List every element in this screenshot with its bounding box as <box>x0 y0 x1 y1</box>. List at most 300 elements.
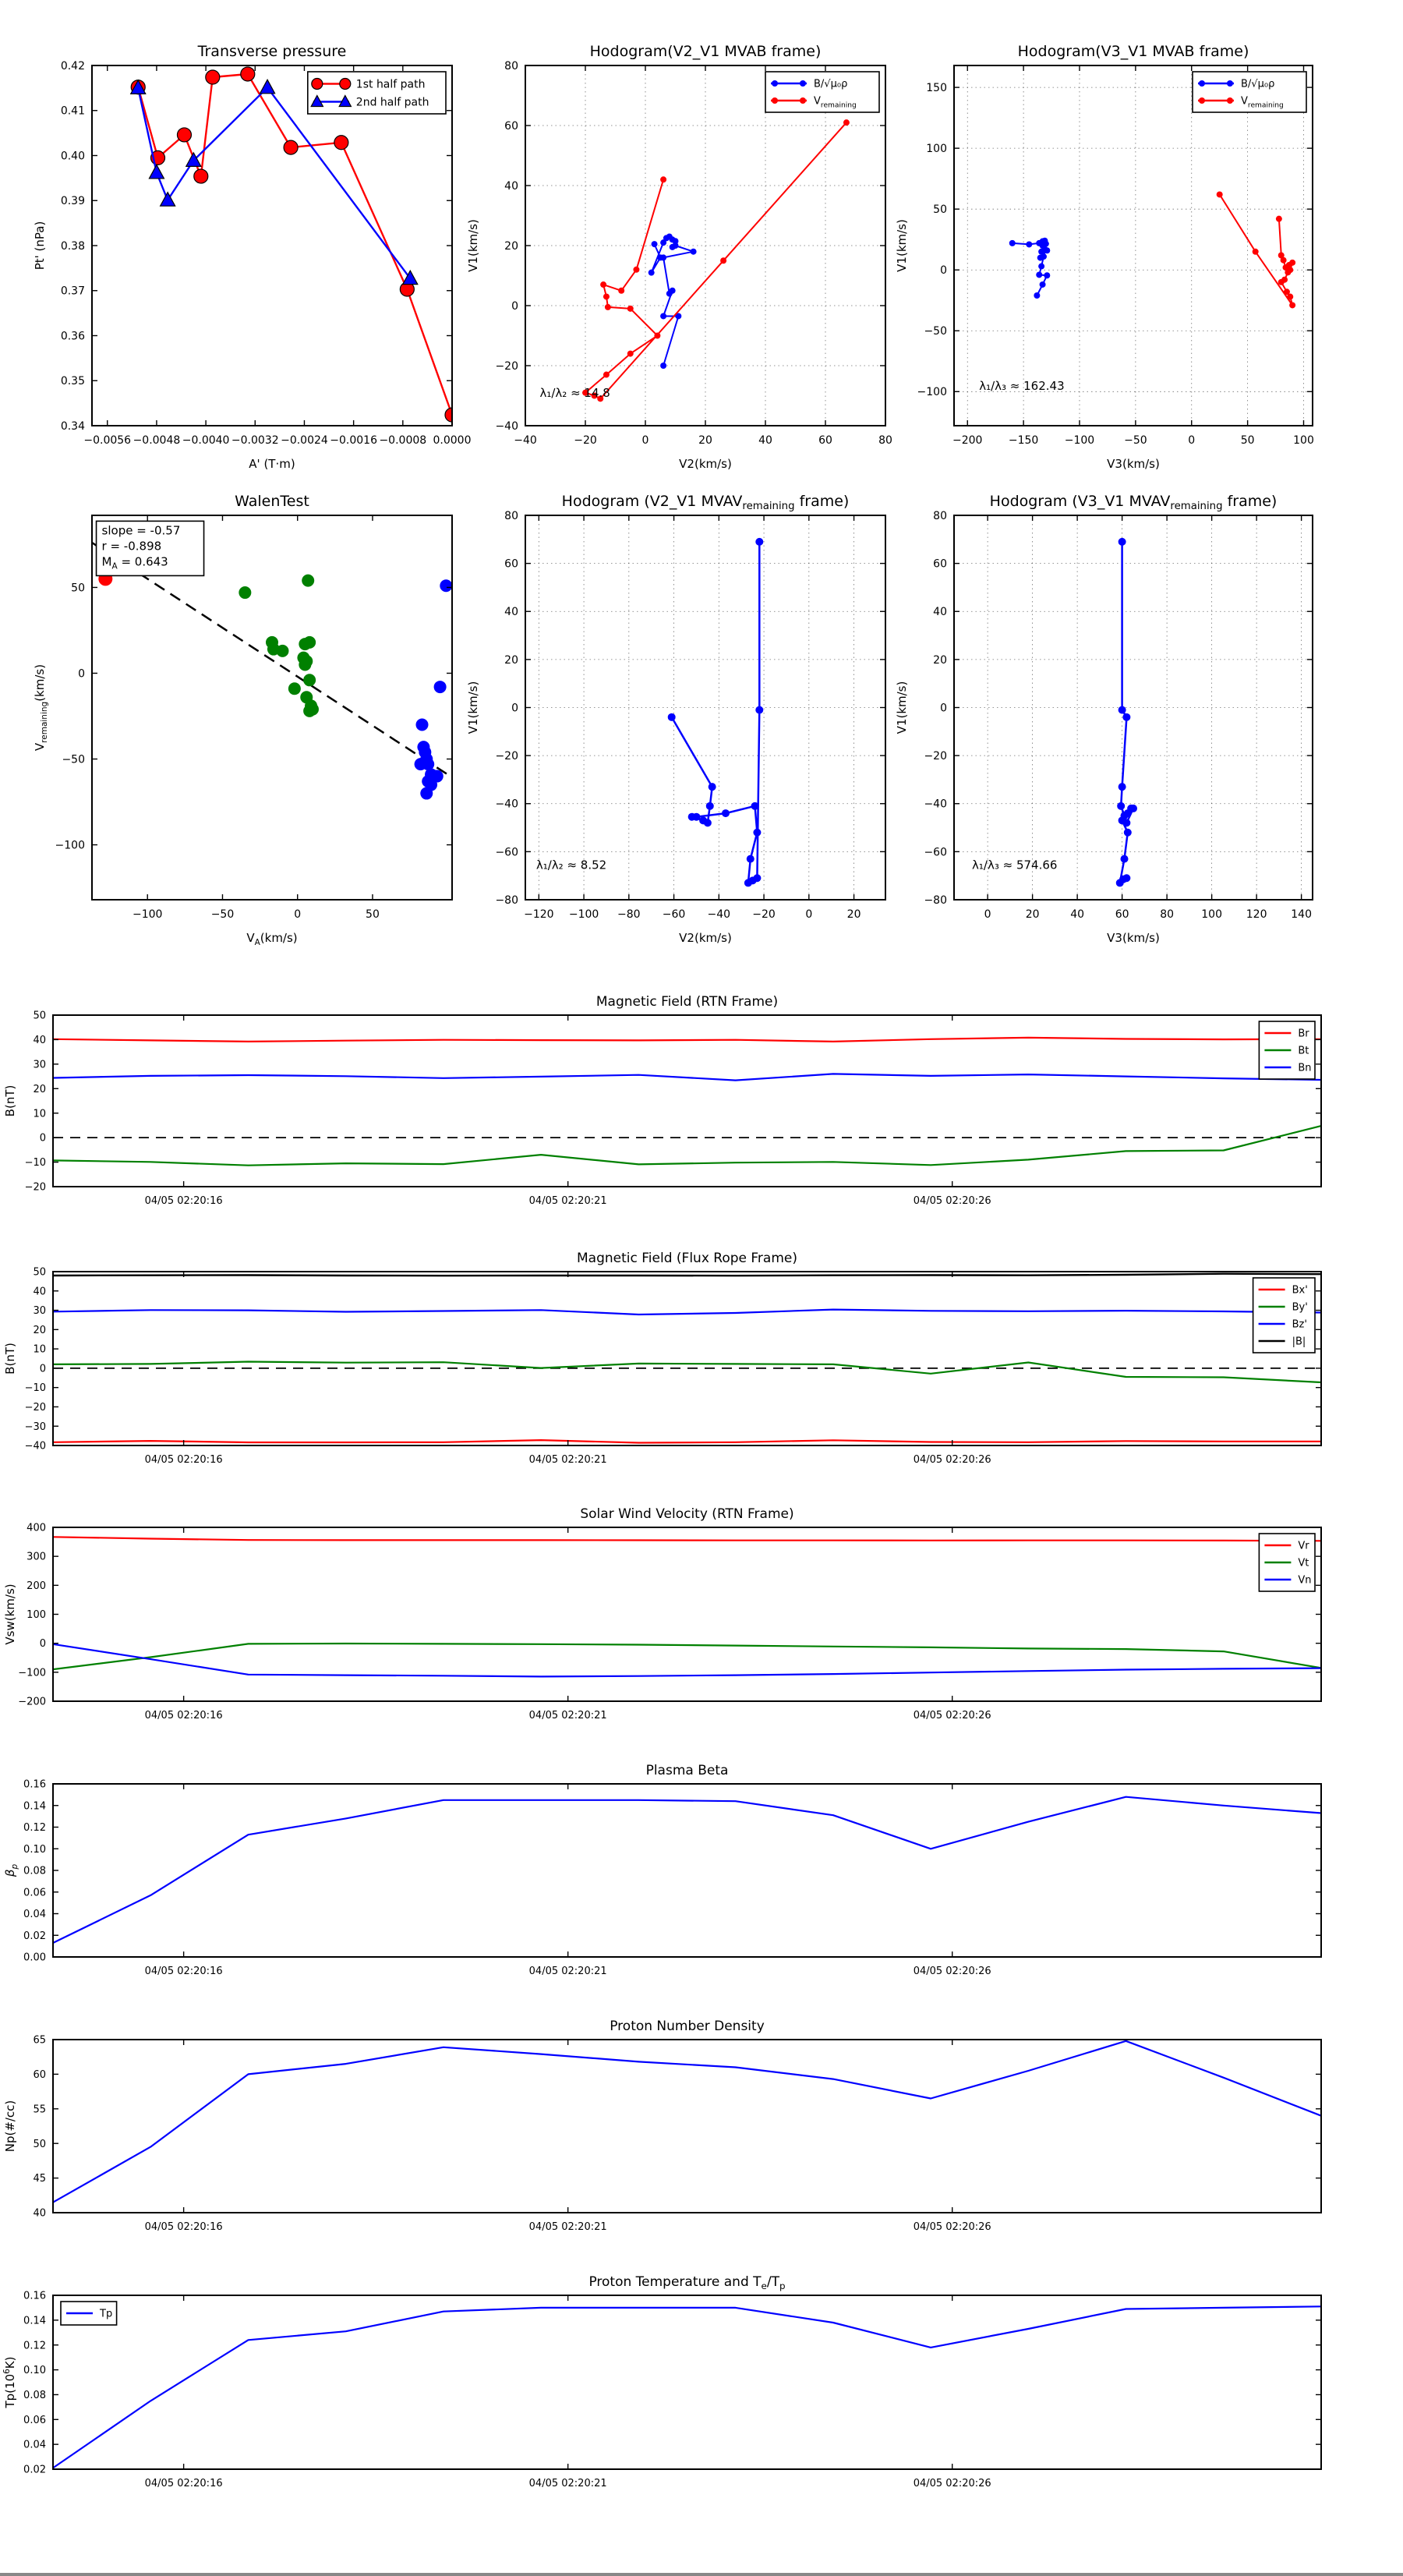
panel-hodogram-v2v1-mvav-title: Hodogram (V2_V1 $MVAV_{remaining}$ frame) <box>561 493 850 512</box>
y-tick-label: 0.12 <box>23 2340 46 2352</box>
series-group <box>53 2306 1321 2468</box>
x-tick-label: 100 <box>1293 434 1314 447</box>
data-point-marker <box>149 165 164 179</box>
legend-label: Bt <box>1298 1045 1309 1057</box>
legend-label: Br <box>1298 1028 1309 1040</box>
data-point-marker <box>652 241 658 247</box>
x-tick-label: 0.0000 <box>433 434 472 447</box>
y-tick-label: 50 <box>33 1266 46 1279</box>
x-axis-label: V3(km/s) <box>1107 931 1160 945</box>
gridlines <box>525 515 885 900</box>
y-tick-label: 0.35 <box>60 375 85 388</box>
x-tick-label: −0.0040 <box>182 434 230 447</box>
series-group <box>53 2041 1321 2203</box>
y-tick-label: 0.14 <box>23 1800 46 1813</box>
y-tick-label: 0.04 <box>23 1909 46 1921</box>
data-point-marker <box>334 136 348 150</box>
series-group <box>668 538 764 887</box>
data-point-marker <box>843 119 850 126</box>
y-tick-label: −100 <box>917 386 947 399</box>
data-point-marker <box>1121 855 1129 863</box>
data-point-marker <box>751 802 759 810</box>
data-point-marker <box>284 140 298 154</box>
y-tick-label: 0.37 <box>60 285 85 298</box>
x-tick-label: 80 <box>1160 908 1175 921</box>
x-tick-label: −0.0048 <box>133 434 181 447</box>
y-axis-label: V1(km/s) <box>466 219 480 272</box>
data-point-marker <box>699 816 707 824</box>
series-line-Bz' <box>53 1310 1321 1315</box>
panel-proton-temperature-title: Proton Temperature and $T_e/T_p$ <box>588 2274 786 2291</box>
y-tick-label: −60 <box>924 846 947 859</box>
x-tick-label: 60 <box>1115 908 1129 921</box>
x-axis-label: A' (T·m) <box>249 457 295 471</box>
y-axis-label: V1(km/s) <box>895 219 909 272</box>
series-line-2nd half path <box>138 87 410 278</box>
x-tick-label: 04/05 02:20:21 <box>528 1454 607 1466</box>
panel-hodogram-v2v1-mvab <box>466 43 892 471</box>
y-tick-label: 50 <box>933 203 947 217</box>
legend-label: B/√μ₀ρ <box>1241 78 1275 90</box>
y-tick-label: 50 <box>33 2138 46 2150</box>
data-point-marker <box>800 80 806 87</box>
data-point-marker <box>1253 249 1259 255</box>
x-tick-label: 04/05 02:20:26 <box>913 1710 991 1721</box>
panel-hodogram-v3v1-mvab <box>895 43 1314 471</box>
ticks <box>954 65 1313 426</box>
y-tick-label: 0.06 <box>23 2414 46 2426</box>
x-axis-label: V2(km/s) <box>679 457 732 471</box>
x-tick-label: 04/05 02:20:16 <box>144 2221 223 2233</box>
data-point-marker <box>241 67 255 81</box>
x-tick-label: 04/05 02:20:21 <box>528 1195 607 1207</box>
data-point-marker <box>1034 292 1040 299</box>
data-point-marker <box>1119 706 1126 714</box>
data-point-marker <box>670 288 676 294</box>
data-point-marker <box>605 304 611 310</box>
panel-hodogram-v3v1-mvav-title: Hodogram (V3_V1 $MVAV_{remaining}$ frame) <box>989 493 1278 512</box>
y-tick-label: 40 <box>504 179 518 193</box>
y-tick-label: 0.39 <box>60 195 85 208</box>
series-line-Vr <box>53 1537 1321 1541</box>
series-line-Bt <box>53 1126 1321 1166</box>
data-point-marker <box>206 70 220 84</box>
panel-plasma-beta-title: Plasma Beta <box>645 1763 729 1778</box>
legend <box>308 72 446 114</box>
y-tick-label: 150 <box>926 81 947 94</box>
x-tick-label: 20 <box>846 908 861 921</box>
x-tick-label: −50 <box>210 908 235 921</box>
panel-proton-temperature <box>2 2274 1321 2489</box>
x-tick-label: −20 <box>752 908 776 921</box>
data-point-marker <box>1026 241 1032 247</box>
data-point-marker <box>691 249 697 255</box>
series-group <box>1116 538 1137 887</box>
legend-label: By' <box>1292 1301 1308 1314</box>
x-tick-label: 50 <box>366 908 380 921</box>
panel-transverse-pressure <box>33 43 472 471</box>
data-point-marker <box>772 80 778 87</box>
data-point-marker <box>1283 264 1289 271</box>
y-tick-label: −40 <box>24 1440 46 1453</box>
annotation-box-line: slope = -0.57 <box>101 523 181 538</box>
y-tick-label: 60 <box>504 557 518 571</box>
x-tick-label: 0 <box>294 908 302 921</box>
y-tick-label: −100 <box>18 1667 46 1679</box>
y-tick-label: 0.10 <box>23 2365 46 2377</box>
annotation-box-line: r = -0.898 <box>101 539 162 554</box>
y-axis-label: B(nT) <box>3 1343 17 1375</box>
panel-transverse-pressure-title: Transverse pressure <box>197 43 347 60</box>
x-tick-label: 140 <box>1291 908 1312 921</box>
y-tick-label: 60 <box>33 2068 46 2081</box>
x-tick-label: 04/05 02:20:21 <box>528 1710 607 1721</box>
ticks <box>53 2295 1321 2469</box>
legend <box>1259 1021 1315 1079</box>
y-tick-label: 0 <box>511 299 518 313</box>
legend-label: Vt <box>1298 1557 1309 1569</box>
y-tick-label: 30 <box>33 1305 46 1318</box>
x-tick-label: 100 <box>1201 908 1222 921</box>
data-point-marker <box>1276 216 1282 222</box>
data-point-marker <box>747 855 755 863</box>
legend-label: Vn <box>1298 1574 1312 1587</box>
y-tick-label: 0 <box>39 1132 46 1145</box>
y-tick-label: 0.04 <box>23 2439 46 2451</box>
y-tick-label: 0.36 <box>60 330 85 343</box>
y-tick-label: 20 <box>33 1324 46 1336</box>
y-tick-label: 400 <box>27 1522 46 1534</box>
annotation-text: λ₁/λ₃ ≈ 162.43 <box>979 378 1065 393</box>
data-point-marker <box>603 372 610 378</box>
gridlines <box>525 65 885 426</box>
y-tick-label: 0.06 <box>23 1887 46 1899</box>
series-line-|B| <box>53 1274 1321 1276</box>
data-point-marker <box>603 293 610 299</box>
series-group <box>131 67 459 422</box>
x-tick-label: 04/05 02:20:26 <box>913 1966 991 1977</box>
x-tick-label: −80 <box>617 908 641 921</box>
data-point-marker <box>302 575 314 587</box>
data-point-marker <box>627 351 634 357</box>
legend-label: Vr <box>1298 1540 1309 1552</box>
x-tick-label: 80 <box>878 434 892 447</box>
y-tick-label: 80 <box>933 509 947 522</box>
series-group <box>53 1038 1321 1166</box>
series-group <box>582 119 850 402</box>
y-tick-label: 20 <box>33 1083 46 1095</box>
panel-proton-number-density <box>3 2019 1321 2233</box>
data-point-marker <box>755 538 763 546</box>
panel-walen-test <box>33 493 452 947</box>
data-point-marker <box>276 645 288 657</box>
series-line-beta <box>53 1797 1321 1943</box>
panel-magnetic-field-flux-rope <box>3 1251 1321 1466</box>
panel-magnetic-field-rtn <box>3 994 1321 1207</box>
data-point-marker <box>627 306 634 312</box>
series-group <box>92 543 452 800</box>
x-tick-label: 120 <box>1246 908 1267 921</box>
y-tick-label: −50 <box>62 753 85 766</box>
data-point-marker <box>1038 264 1044 270</box>
data-point-marker <box>1117 802 1125 810</box>
data-point-marker <box>660 176 666 182</box>
axes-frame <box>53 2040 1321 2213</box>
x-tick-label: 04/05 02:20:16 <box>144 2478 223 2489</box>
series-line-Bx' <box>53 1440 1321 1442</box>
y-tick-label: −100 <box>55 839 85 852</box>
legend-label: $V_{remaining}$ <box>1241 95 1284 110</box>
data-point-marker <box>1129 805 1137 812</box>
y-tick-label: 40 <box>33 2207 46 2220</box>
y-tick-label: 0 <box>511 702 518 715</box>
y-tick-label: 0.08 <box>23 1865 46 1877</box>
x-tick-label: −0.0024 <box>281 434 328 447</box>
legend-label: B/√μ₀ρ <box>814 78 848 90</box>
data-point-marker <box>618 288 624 294</box>
y-tick-label: 0.14 <box>23 2315 46 2327</box>
y-axis-label: $Tp(10^6K)$ <box>2 2356 17 2408</box>
gridlines <box>954 65 1313 426</box>
data-point-marker <box>654 333 660 339</box>
x-tick-label: 04/05 02:20:26 <box>913 2478 991 2489</box>
y-axis-label: V1(km/s) <box>895 681 909 734</box>
x-tick-label: 04/05 02:20:16 <box>144 1710 223 1721</box>
y-tick-label: 0.02 <box>23 2464 46 2476</box>
data-point-marker <box>660 254 666 260</box>
x-tick-label: −20 <box>574 434 597 447</box>
y-axis-label: Vsw(km/s) <box>3 1583 17 1645</box>
data-point-marker <box>668 713 676 721</box>
y-tick-label: 0.42 <box>60 59 85 73</box>
x-tick-label: 0 <box>641 434 649 447</box>
x-axis-label: $V_A(km/s)$ <box>246 931 298 947</box>
y-tick-label: −80 <box>924 893 947 907</box>
x-tick-label: −120 <box>524 908 554 921</box>
data-point-marker <box>633 267 639 273</box>
y-tick-label: −40 <box>495 798 518 811</box>
y-tick-label: 80 <box>504 59 518 73</box>
y-tick-label: 10 <box>33 1343 46 1356</box>
y-axis-label: $V_{remaining}(km/s)$ <box>33 663 49 752</box>
y-tick-label: −40 <box>924 798 947 811</box>
legend <box>765 72 879 112</box>
axes-frame <box>954 65 1313 426</box>
data-point-marker <box>1278 252 1285 258</box>
panel-magnetic-field-flux-rope-title: Magnetic Field (Flux Rope Frame) <box>577 1251 797 1266</box>
y-tick-label: −20 <box>924 750 947 763</box>
data-point-marker <box>720 257 726 264</box>
legend-label: $V_{remaining}$ <box>814 95 857 110</box>
data-point-marker <box>1122 874 1130 882</box>
x-tick-label: −40 <box>514 434 537 447</box>
data-point-marker <box>1119 816 1126 824</box>
data-point-marker <box>1284 288 1290 295</box>
x-tick-label: 0 <box>1188 434 1196 447</box>
y-tick-label: 40 <box>33 1034 46 1046</box>
series-line-Vt <box>53 1644 1321 1669</box>
axes-frame <box>53 1784 1321 1957</box>
y-tick-label: 30 <box>33 1059 46 1071</box>
data-point-marker <box>1281 277 1288 283</box>
legend-label: 1st half path <box>355 78 426 91</box>
data-point-marker <box>673 242 679 249</box>
x-tick-label: 40 <box>1070 908 1085 921</box>
y-tick-label: −40 <box>495 419 518 433</box>
legend-label: Bz' <box>1292 1318 1307 1331</box>
legend-label: Tp <box>100 2308 113 2320</box>
y-tick-label: 60 <box>933 557 947 571</box>
data-point-marker <box>177 128 191 142</box>
legend <box>1259 1534 1315 1591</box>
data-point-marker <box>1124 829 1132 837</box>
data-point-marker <box>648 270 655 276</box>
legend-label: Bx' <box>1292 1284 1308 1297</box>
data-point-marker <box>312 79 323 90</box>
x-tick-label: −150 <box>1008 434 1039 447</box>
x-tick-label: 50 <box>1240 434 1255 447</box>
x-tick-label: −100 <box>568 908 599 921</box>
data-point-marker <box>440 579 452 592</box>
x-tick-label: −0.0032 <box>231 434 279 447</box>
x-tick-label: 0 <box>984 908 991 921</box>
panel-solar-wind-velocity-title: Solar Wind Velocity (RTN Frame) <box>580 1506 794 1522</box>
x-axis-label: V2(km/s) <box>679 931 732 945</box>
data-point-marker <box>288 682 301 695</box>
series-line-Br <box>53 1038 1321 1042</box>
legend <box>61 2302 117 2325</box>
data-point-marker <box>416 719 429 731</box>
y-tick-label: −10 <box>24 1157 46 1169</box>
x-axis-label: V3(km/s) <box>1107 457 1160 471</box>
ticks <box>53 1272 1321 1445</box>
panel-proton-number-density-title: Proton Number Density <box>610 2019 765 2034</box>
y-tick-label: −30 <box>24 1421 46 1433</box>
data-point-marker <box>1044 272 1050 278</box>
y-tick-label: 40 <box>33 1286 46 1298</box>
data-point-marker <box>1119 538 1126 546</box>
x-tick-label: 04/05 02:20:21 <box>528 2221 607 2233</box>
y-tick-label: 45 <box>33 2173 46 2185</box>
y-tick-label: 0.00 <box>23 1951 46 1964</box>
data-point-marker <box>753 829 761 837</box>
y-tick-label: 0.02 <box>23 1930 46 1942</box>
series-line-Np <box>53 2041 1321 2203</box>
data-point-marker <box>299 658 311 671</box>
y-tick-label: 50 <box>33 1010 46 1022</box>
panel-hodogram-v3v1-mvab-title: Hodogram(V3_V1 MVAB frame) <box>1017 43 1249 60</box>
data-point-marker <box>303 705 316 717</box>
y-tick-label: 55 <box>33 2104 46 2116</box>
x-tick-label: −100 <box>1064 434 1095 447</box>
y-tick-label: −200 <box>18 1696 46 1708</box>
y-tick-label: 20 <box>933 653 947 667</box>
panel-plasma-beta <box>3 1763 1321 1977</box>
data-point-marker <box>1044 247 1050 253</box>
x-tick-label: −0.0016 <box>330 434 378 447</box>
data-point-marker <box>260 80 275 94</box>
y-axis-label: Np(#/cc) <box>3 2100 17 2153</box>
data-point-marker <box>709 783 716 791</box>
legend-label: 2nd half path <box>355 96 429 109</box>
data-point-marker <box>660 363 666 369</box>
series-line-Bn <box>53 1074 1321 1080</box>
y-tick-label: 0.08 <box>23 2389 46 2401</box>
series-line-B-alfven <box>672 542 760 883</box>
x-tick-label: 20 <box>1025 908 1040 921</box>
x-tick-label: −60 <box>662 908 686 921</box>
data-point-marker <box>1227 80 1233 87</box>
data-point-marker <box>1289 302 1295 308</box>
y-tick-label: 65 <box>33 2034 46 2047</box>
y-tick-label: 50 <box>71 582 85 595</box>
panel-hodogram-v2v1-mvab-title: Hodogram(V2_V1 MVAB frame) <box>589 43 822 60</box>
y-tick-label: 0.12 <box>23 1822 46 1835</box>
x-tick-label: 04/05 02:20:21 <box>528 2478 607 2489</box>
data-point-marker <box>755 706 763 714</box>
data-point-marker <box>303 636 316 649</box>
series-group <box>53 1537 1321 1676</box>
y-tick-label: 20 <box>504 239 518 253</box>
y-tick-label: 0 <box>39 1638 46 1651</box>
y-tick-label: 0.41 <box>60 104 85 118</box>
y-tick-label: 0.40 <box>60 150 85 163</box>
y-tick-label: −20 <box>495 750 518 763</box>
axes-frame <box>53 1272 1321 1445</box>
data-point-marker <box>303 674 316 686</box>
annotation-box-line: $M_A = 0.643$ <box>101 554 168 571</box>
data-point-marker <box>1122 713 1130 721</box>
y-tick-label: 0.38 <box>60 239 85 253</box>
data-point-marker <box>1036 271 1042 278</box>
data-point-marker <box>194 169 208 183</box>
x-tick-label: 04/05 02:20:26 <box>913 2221 991 2233</box>
data-point-marker <box>600 281 606 288</box>
y-tick-label: 10 <box>33 1108 46 1120</box>
data-point-marker <box>420 787 433 800</box>
y-tick-label: 60 <box>504 119 518 133</box>
annotation-text: λ₁/λ₂ ≈ 8.52 <box>535 858 607 872</box>
annotation-text: λ₁/λ₃ ≈ 574.66 <box>972 858 1058 872</box>
series-line-fit-line <box>92 543 452 777</box>
x-tick-label: −0.0056 <box>83 434 132 447</box>
axes-frame <box>53 2295 1321 2469</box>
data-point-marker <box>161 193 175 206</box>
y-tick-label: −20 <box>495 359 518 373</box>
data-point-marker <box>1217 191 1223 197</box>
x-tick-label: −100 <box>132 908 163 921</box>
legend <box>1253 1278 1315 1353</box>
legend <box>1193 72 1306 112</box>
y-axis-label: $\beta_p$ <box>3 1863 19 1877</box>
y-tick-label: 0.34 <box>60 419 85 433</box>
y-tick-label: 0.10 <box>23 1843 46 1856</box>
y-tick-label: −20 <box>24 1181 46 1194</box>
x-tick-label: 04/05 02:20:26 <box>913 1195 991 1207</box>
y-tick-label: −60 <box>495 846 518 859</box>
y-tick-label: 80 <box>504 509 518 522</box>
x-tick-label: −0.0008 <box>379 434 427 447</box>
panel-walen-test-title: WalenTest <box>235 493 309 510</box>
data-point-marker <box>660 313 666 319</box>
y-axis-label: V1(km/s) <box>466 681 480 734</box>
y-tick-label: 0 <box>78 667 85 681</box>
panel-magnetic-field-rtn-title: Magnetic Field (RTN Frame) <box>595 994 779 1010</box>
y-tick-label: 300 <box>27 1551 46 1563</box>
x-tick-label: 40 <box>758 434 772 447</box>
x-tick-label: 0 <box>805 908 813 921</box>
data-point-marker <box>1119 783 1126 791</box>
